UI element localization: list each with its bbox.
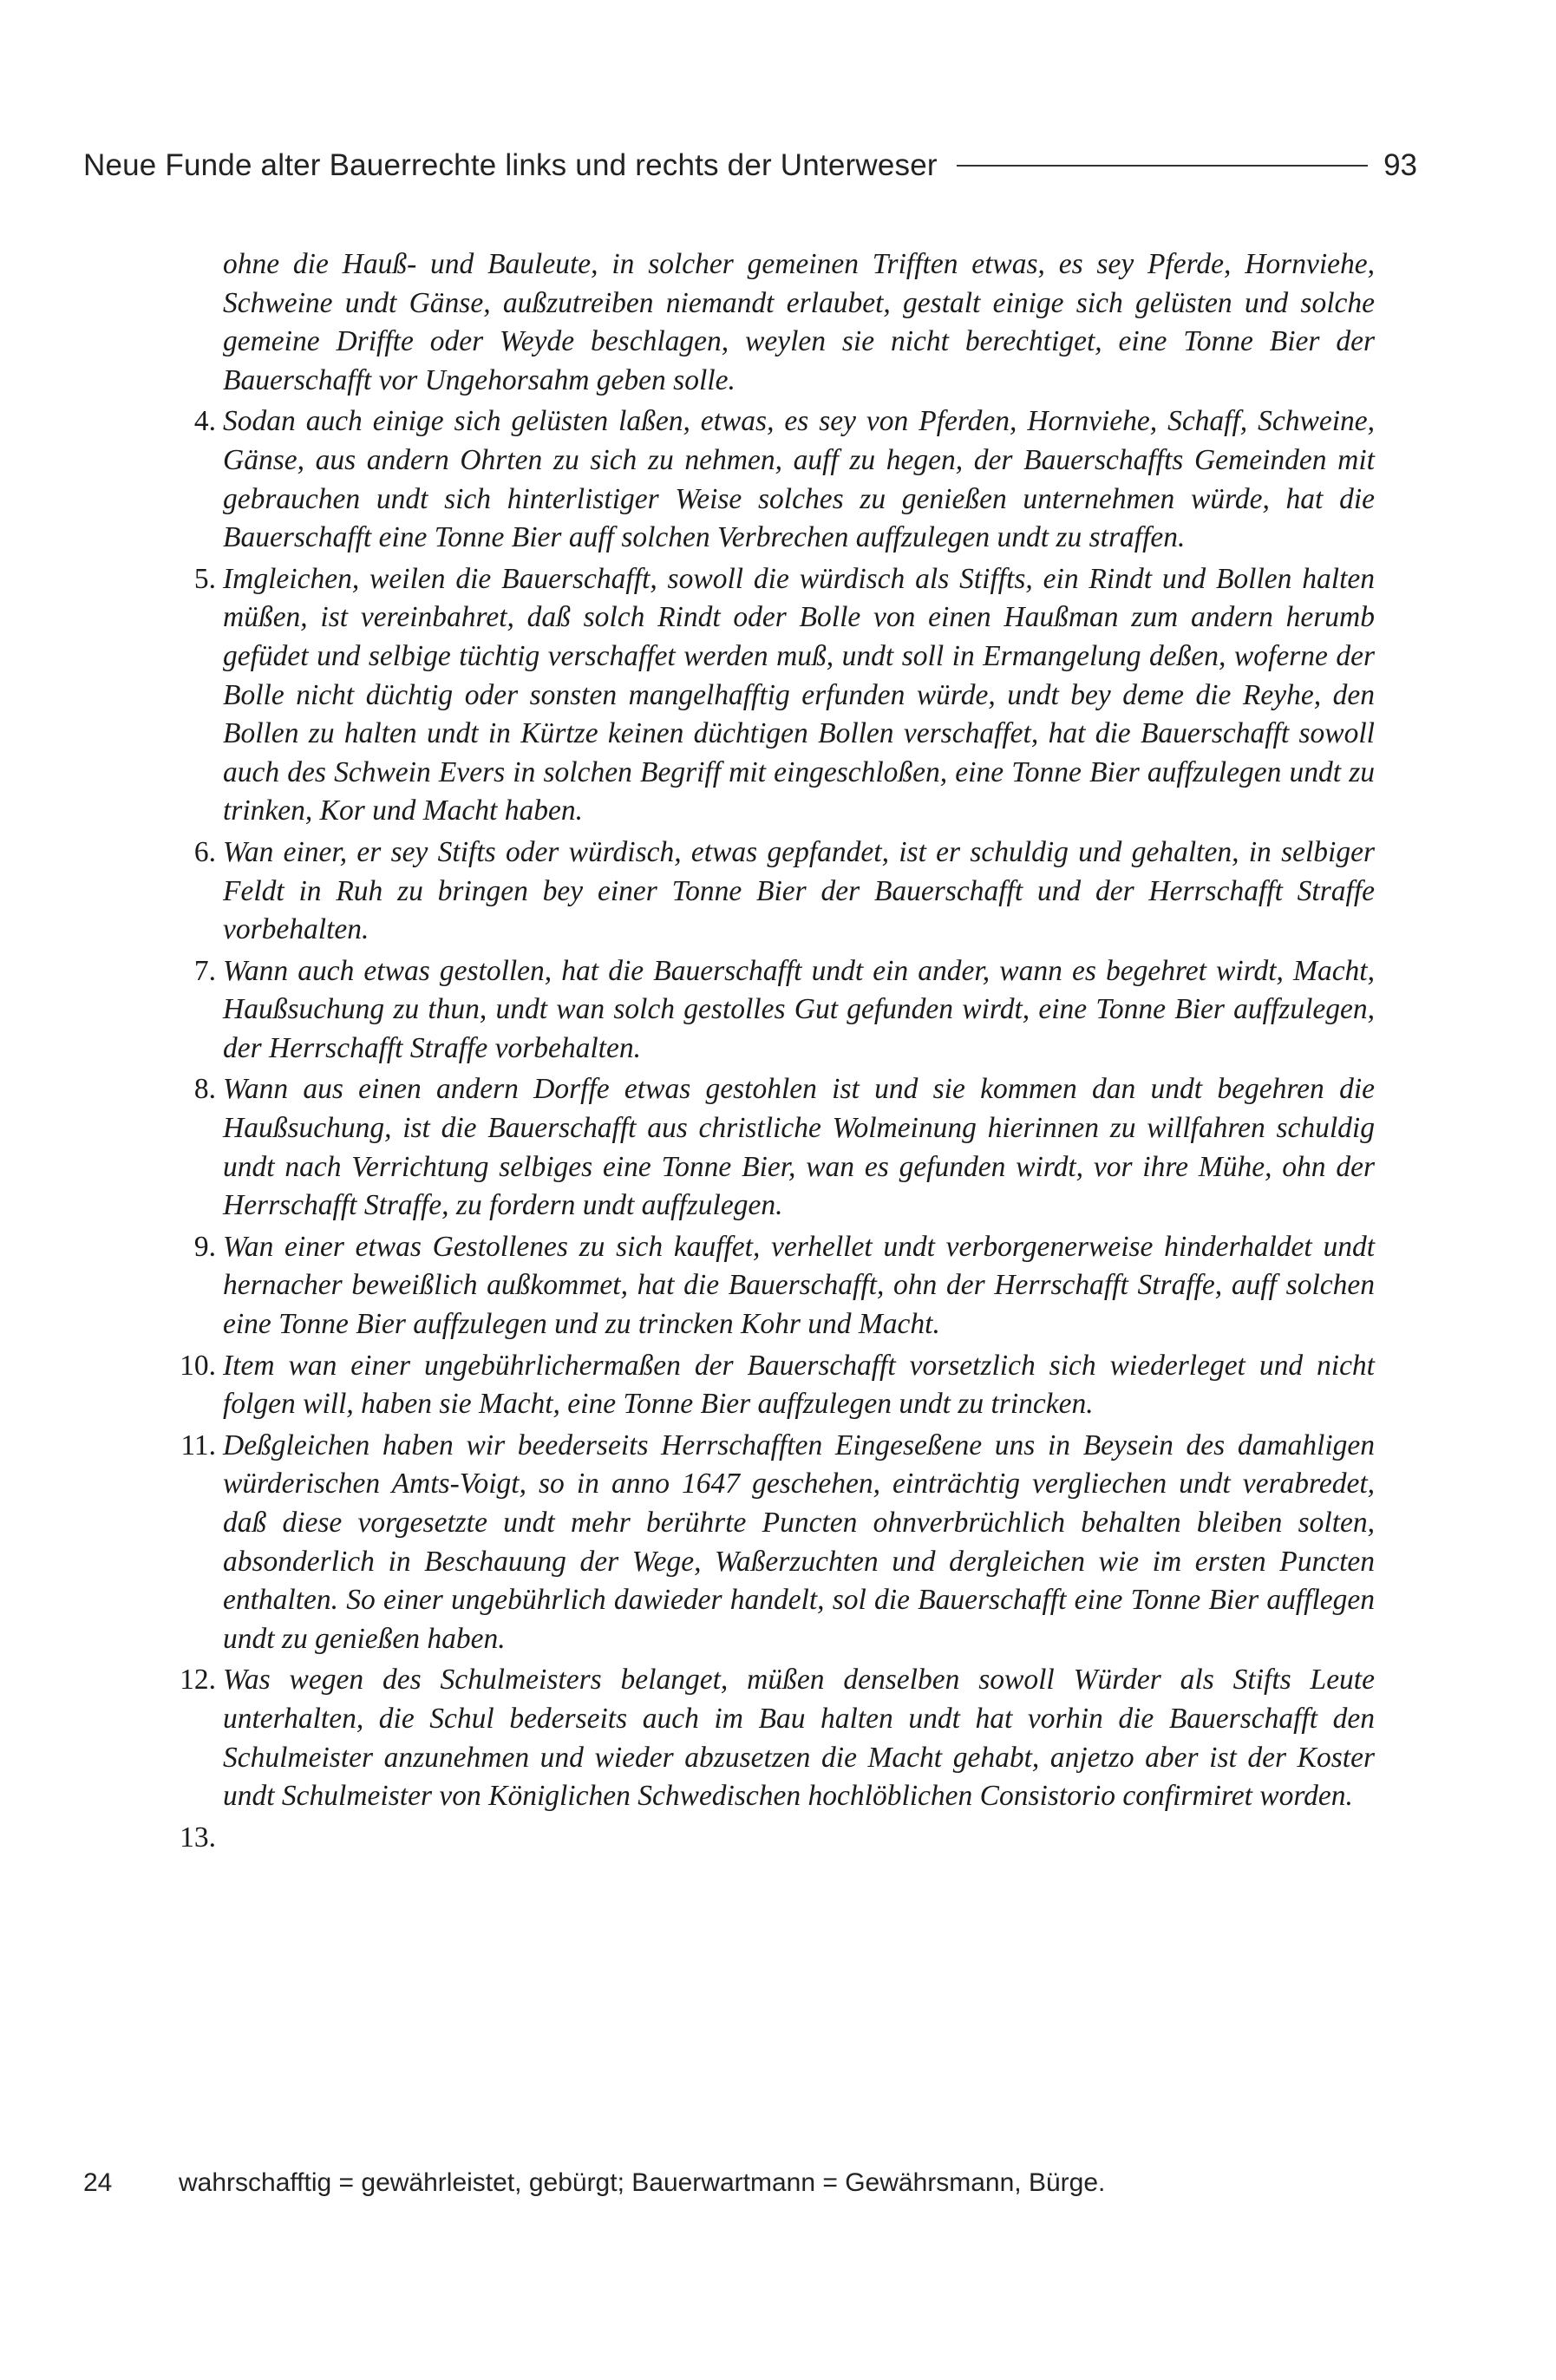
item-text: Sodan auch einige sich gelüsten laßen, etwas, es sey von Pferden, Hornviehe, Schaff, Schweine, Gänse, aus andern Ohrten zu sich zu nehmen, auff zu hegen, der Bauerschaffts Gemeinden mit gebrauchen undt sich hinterlistiger Weise solches zu genießen unternehmen würde, hat die Bauerschafft eine Tonne Bier auff solchen Verbrechen auffzulegen undt zu straffen. [223, 405, 1375, 554]
intro-paragraph: ohne die Hauß- und Bauleute, in solcher gemeinen Trifften etwas, es sey Pferde, Hornviehe, Schweine undt Gänse, außzutreiben niemandt erlaubet, gestalt einige sich gelüsten und solche gemeine Driffte oder Weyde beschlagen, weylen sie nicht berechtiget, eine Tonne Bier der Bauerschafft vor Ungehorsahm geben solle. [223, 248, 1375, 396]
item-text: Wan einer etwas Gestollenes zu sich kauffet, verhellet undt verborgenerweise hinderhaldet undt hernacher beweißlich außkommet, hat die Bauerschafft, ohn der Herrschafft Straffe, auff solchen eine Tonne Bier auffzulegen und zu trincken Kohr und Macht. [223, 1230, 1375, 1341]
item-number: 5. [193, 562, 216, 595]
item-text: Wann auch etwas gestollen, hat die Bauerschafft undt ein ander, wann es begehret wirdt, Macht, Haußsuchung zu thun, undt wan solch gestolles Gut gefunden wirdt, eine Tonne Bier auffzulegen, der Herrschafft Straffe vorbehalten. [223, 954, 1375, 1064]
list-item [193, 560, 1375, 831]
item-text: Deßgleichen haben wir beederseits Herrschafften Eingeseßene uns in Beysein des damahligen würderischen Amts-Voigt, so in anno 1647 geschehen, einträchtig vergliechen undt verabredet, daß diese vorgesetzte undt mehr berührte Puncten ohnverbrüchlich behalten bleiben solten, absonderlich in Beschauung der Wege, Waßerzuchten und dergleichen wie im ersten Puncten enthalten. So einer ungebührlich dawieder handelt, sol die Bauerschafft eine Tonne Bier aufflegen undt zu genießen haben. [223, 1429, 1375, 1655]
item-text: Wan einer, er sey Stifts oder würdisch, etwas gepfandet, ist er schuldig und gehalten, in selbiger Feldt in Ruh zu bringen bey einer Tonne Bier der Bauerschafft und der Herrschafft Straffe vorbehalten. [223, 835, 1375, 946]
footnote [83, 2168, 1419, 2198]
item-number: 9. [193, 1230, 216, 1263]
header-rule [957, 165, 1368, 167]
running-title: Neue Funde alter Bauerrechte links und rechts der Unterweser [83, 148, 938, 182]
list-item [193, 952, 1375, 1069]
footnote-text: wahrschafftig = gewährleistet, gebürgt; Bauerwartmann = Gewährsmann, Bürge. [179, 2168, 1106, 2197]
item-text: Item wan einer ungebührlichermaßen der Bauerschafft vorsetzlich sich wiederleget und nicht folgen will, haben sie Macht, eine Tonne Bier auffzulegen undt zu trincken. [223, 1349, 1375, 1421]
list-item [180, 1347, 1375, 1424]
footnote-number: 24 [83, 2168, 113, 2197]
item-number: 4. [193, 405, 216, 438]
list-item [193, 834, 1375, 950]
item-number: 12. [180, 1664, 216, 1697]
item-number: 7. [193, 954, 216, 987]
item-number: 8. [193, 1073, 216, 1106]
item-number: 13. [180, 1821, 216, 1854]
list-item [180, 1661, 1375, 1815]
page-number: 93 [1383, 148, 1417, 182]
item-text: Was wegen des Schulmeisters belanget, müßen denselben sowoll Würder als Stifts Leute unterhalten, die Schul bederseits auch im Bau halten undt hat vorhin die Bauerschafft den Schulmeister anzunehmen und wieder abzusetzen die Macht gehabt, anjetzo aber ist der Koster undt Schulmeister von Königlichen Schwedischen hochlöblichen Consistorio confirmiret worden. [223, 1664, 1375, 1813]
main-text [178, 245, 1375, 1854]
running-header [83, 144, 1417, 187]
item-number: 10. [180, 1349, 216, 1382]
list-item [193, 1070, 1375, 1225]
item-text: Wann aus einen andern Dorffe etwas gestohlen ist und sie kommen dan undt begehren die Haußsuchung, ist die Bauerschafft aus christliche Wolmeinung hierinnen zu willfahren schuldig undt nach Verrichtung selbiges eine Tonne Bier, wan es gefunden wirdt, vor ihre Mühe, ohn der Herrschafft Straffe, zu fordern undt auffzulegen. [223, 1073, 1375, 1222]
item-number: 11. [180, 1429, 216, 1461]
list-item [193, 402, 1375, 557]
list-item [193, 1228, 1375, 1344]
item-number: 6. [193, 835, 216, 868]
list-item [180, 1427, 1375, 1659]
item-text: Imgleichen, weilen die Bauerschafft, sowoll die würdisch als Stiffts, ein Rindt und Bollen halten müßen, ist vereinbahret, daß solch Rindt oder Bolle von einen Haußman zum andern herumb gefüdet und selbige tüchtig verschaffet werden muß, undt soll in Ermangelung deßen, woferne der Bolle nicht düchtig oder sonsten mangelhafftig erfunden würde, undt bey deme die Reyhe, den Bollen zu halten undt in Kürtze keinen düchtigen Bollen verschaffet, hat die Bauerschafft sowoll auch des Schwein Evers in solchen Begriff mit eingeschloßen, eine Tonne Bier auffzulegen undt zu trinken, Kor und Macht haben. [223, 562, 1375, 827]
